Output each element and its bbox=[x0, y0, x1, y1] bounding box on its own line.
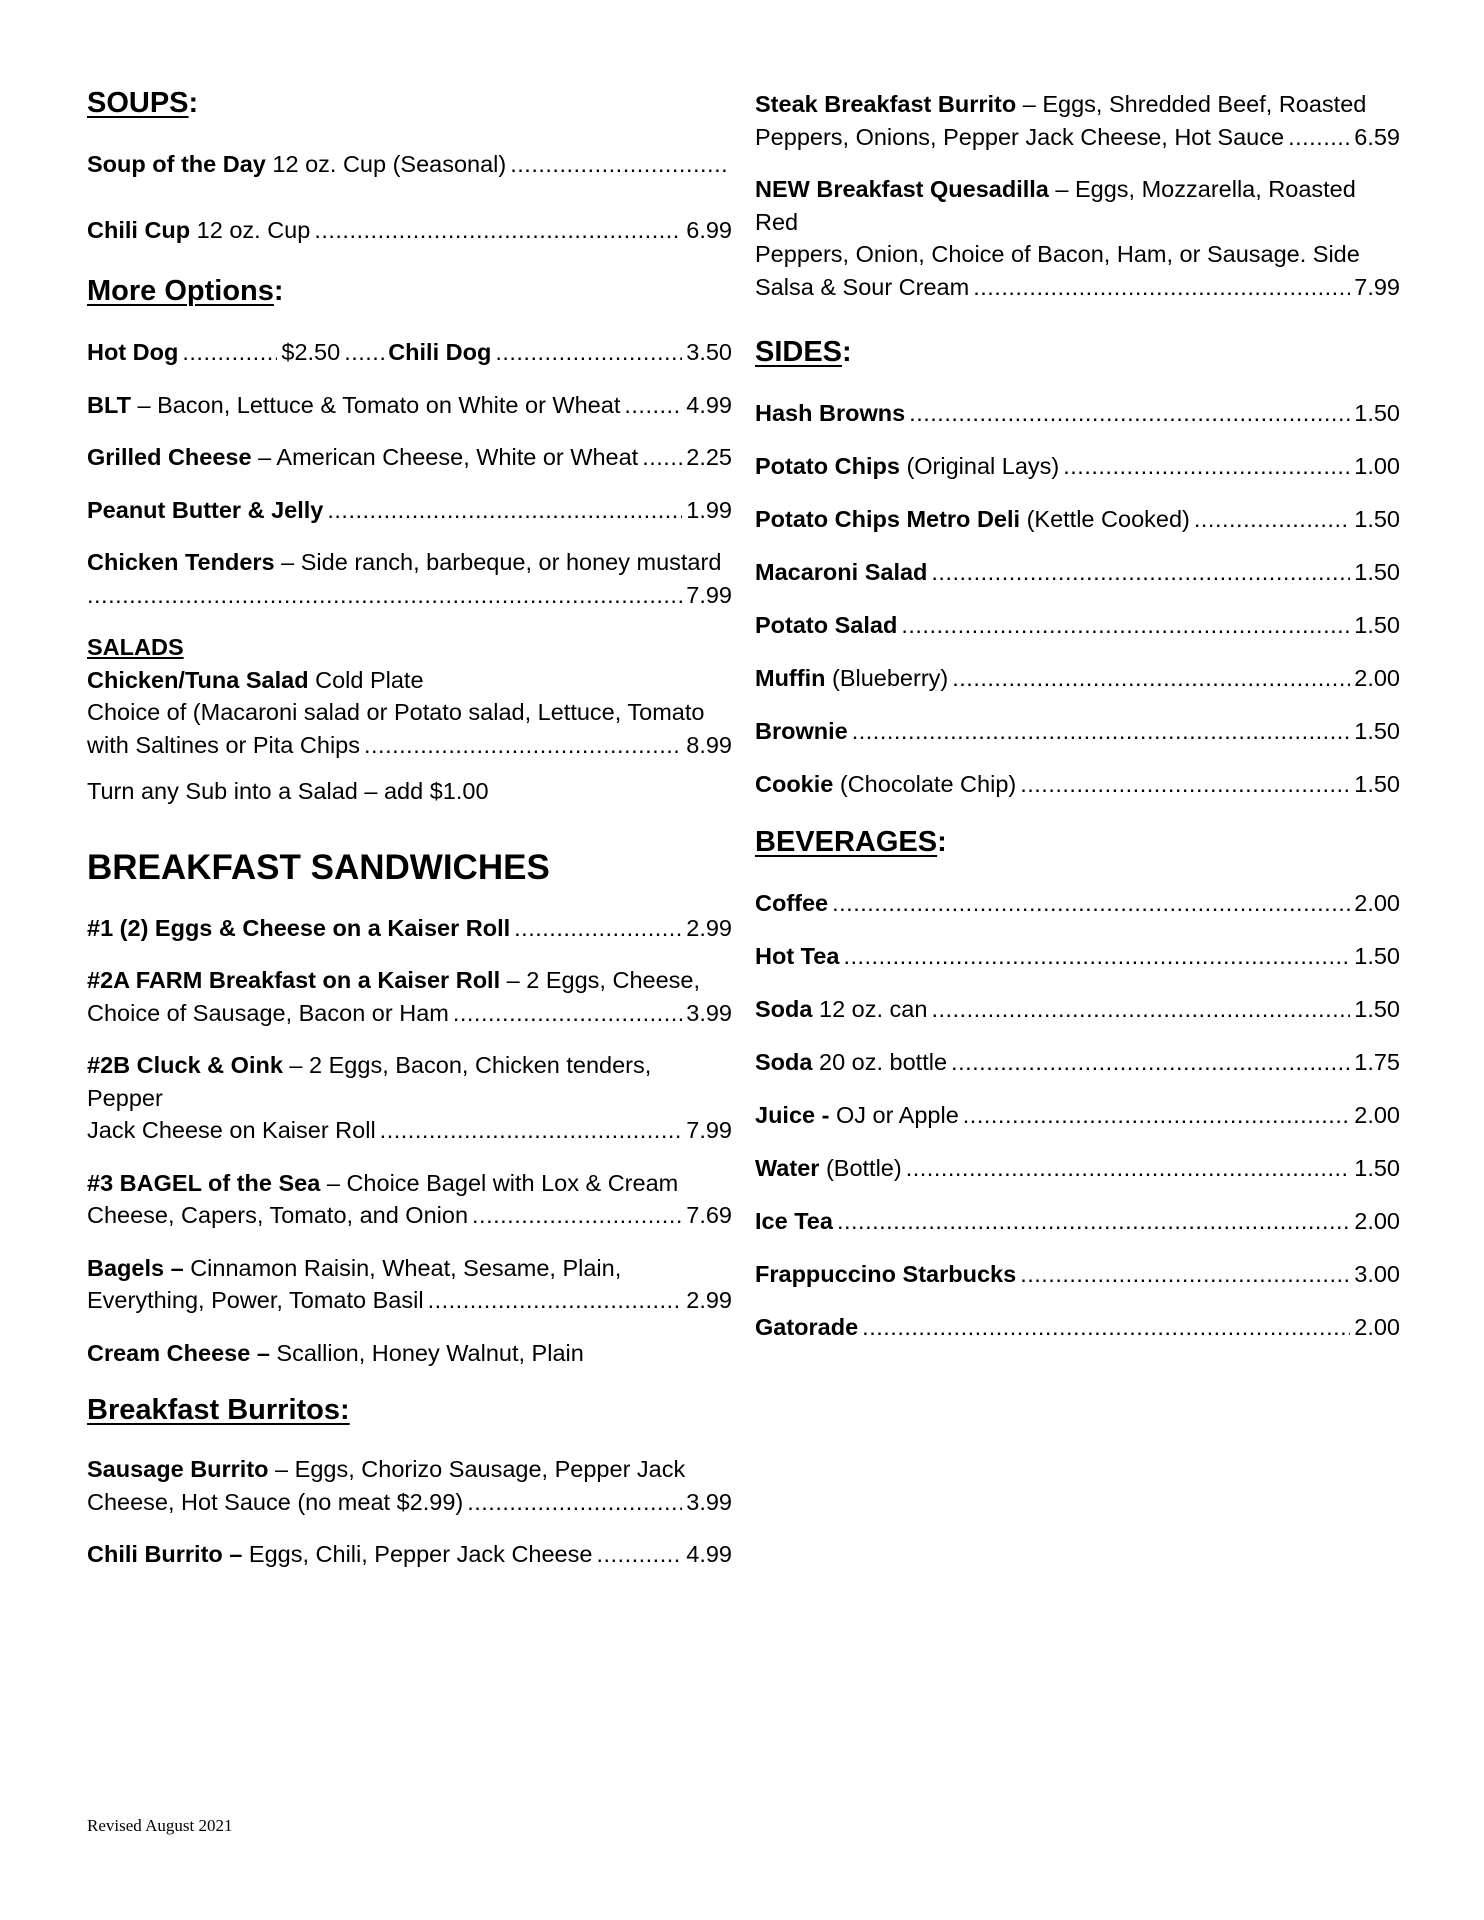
menu-item: Gatorade ..... 2.00 bbox=[755, 1311, 1400, 1344]
menu-item: Potato Salad ..... 1.50 bbox=[755, 609, 1400, 642]
menu-item: Chili Cup 12 oz. Cup ..... 6.99 bbox=[87, 214, 732, 247]
menu-item-chicken-tenders: Chicken Tenders – Side ranch, barbeque, or honey mustard ..... 7.99 bbox=[87, 546, 732, 611]
menu-item: Ice Tea ..... 2.00 bbox=[755, 1205, 1400, 1238]
menu-item: Cookie (Chocolate Chip) ..... 1.50 bbox=[755, 768, 1400, 801]
more-options-heading: More Options: bbox=[87, 275, 284, 307]
breakfast-sandwiches-heading: BREAKFAST SANDWICHES bbox=[87, 847, 550, 887]
menu-item: Coffee ..... 2.00 bbox=[755, 887, 1400, 920]
menu-item: Steak Breakfast Burrito – Eggs, Shredded Beef, Roasted Peppers, Onions, Pepper Jack Cheese, Hot Sauce ..... 6.59 bbox=[755, 88, 1400, 153]
breakfast-burritos-heading: Breakfast Burritos: bbox=[87, 1394, 350, 1426]
menu-item: Soda 20 oz. bottle ..... 1.75 bbox=[755, 1046, 1400, 1079]
soups-heading: SOUPS: bbox=[87, 87, 199, 119]
sides-heading: SIDES: bbox=[755, 336, 852, 368]
menu-item: Peanut Butter & Jelly ..... 1.99 bbox=[87, 494, 732, 527]
menu-item: Brownie ..... 1.50 bbox=[755, 715, 1400, 748]
menu-item: Juice - OJ or Apple ..... 2.00 bbox=[755, 1099, 1400, 1132]
menu-item: #1 (2) Eggs & Cheese on a Kaiser Roll ..... 2.99 bbox=[87, 912, 732, 945]
menu-item: Macaroni Salad ..... 1.50 bbox=[755, 556, 1400, 589]
menu-item: Hash Browns ..... 1.50 bbox=[755, 397, 1400, 430]
menu-item: Hot Tea ..... 1.50 bbox=[755, 940, 1400, 973]
menu-item: Potato Chips Metro Deli (Kettle Cooked) ..... 1.50 bbox=[755, 503, 1400, 536]
right-column bbox=[755, 88, 1400, 1343]
salad-note: Turn any Sub into a Salad – add $1.00 bbox=[87, 778, 489, 804]
menu-item: Soda 12 oz. can ..... 1.50 bbox=[755, 993, 1400, 1026]
sides-list bbox=[755, 397, 1400, 801]
menu-item: Water (Bottle) ..... 1.50 bbox=[755, 1152, 1400, 1185]
menu-item: BLT – Bacon, Lettuce & Tomato on White or Wheat ..... 4.99 bbox=[87, 389, 732, 422]
menu-item: Potato Chips (Original Lays) ..... 1.00 bbox=[755, 450, 1400, 483]
menu-item: Cream Cheese – Scallion, Honey Walnut, Plain bbox=[87, 1339, 584, 1366]
menu-item: Frappuccino Starbucks ..... 3.00 bbox=[755, 1258, 1400, 1291]
menu-item: NEW Breakfast Quesadilla – Eggs, Mozzarella, Roasted Red Peppers, Onion, Choice of Bacon, Ham, or Sausage. Side Salsa & Sour Cream ..... 7.99 bbox=[755, 173, 1400, 303]
salads-block: SALADS Chicken/Tuna Salad Cold Plate Choice of (Macaroni salad or Potato salad, Lettuce, Tomato with Saltines or Pita Chips ..... 8.99 Turn any Sub into a Salad – add $1.00 bbox=[87, 631, 732, 808]
menu-item: Grilled Cheese – American Cheese, White or Wheat ..... 2.25 bbox=[87, 441, 732, 474]
left-column bbox=[87, 84, 732, 1571]
menu-item: Chili Burrito – Eggs, Chili, Pepper Jack Cheese ..... 4.99 bbox=[87, 1538, 732, 1571]
menu-item: Soup of the Day 12 oz. Cup (Seasonal) ..... bbox=[87, 148, 732, 181]
beverages-heading: BEVERAGES: bbox=[755, 825, 947, 858]
beverages-list bbox=[755, 887, 1400, 1344]
menu-item: Sausage Burrito – Eggs, Chorizo Sausage, Pepper Jack Cheese, Hot Sauce (no meat $2.99) ..... 3.99 bbox=[87, 1453, 732, 1518]
salads-label: SALADS bbox=[87, 634, 184, 660]
menu-item: Bagels – Cinnamon Raisin, Wheat, Sesame, Plain, Everything, Power, Tomato Basil ..... 2.99 bbox=[87, 1252, 732, 1317]
menu-item: #2A FARM Breakfast on a Kaiser Roll – 2 Eggs, Cheese, Choice of Sausage, Bacon or Ham ..... 3.99 bbox=[87, 964, 732, 1029]
menu-item: #2B Cluck & Oink – 2 Eggs, Bacon, Chicken tenders, Pepper Jack Cheese on Kaiser Roll ..... 7.99 bbox=[87, 1049, 732, 1147]
menu-item: Muffin (Blueberry) ..... 2.00 bbox=[755, 662, 1400, 695]
menu-item: #3 BAGEL of the Sea – Choice Bagel with Lox & Cream Cheese, Capers, Tomato, and Onion ..... 7.69 bbox=[87, 1167, 732, 1232]
revision-footer: Revised August 2021 bbox=[87, 1816, 233, 1835]
menu-item-hot-dog: Hot Dog ..... $2.50 ..... Chili Dog ..... 3.50 bbox=[87, 336, 732, 369]
